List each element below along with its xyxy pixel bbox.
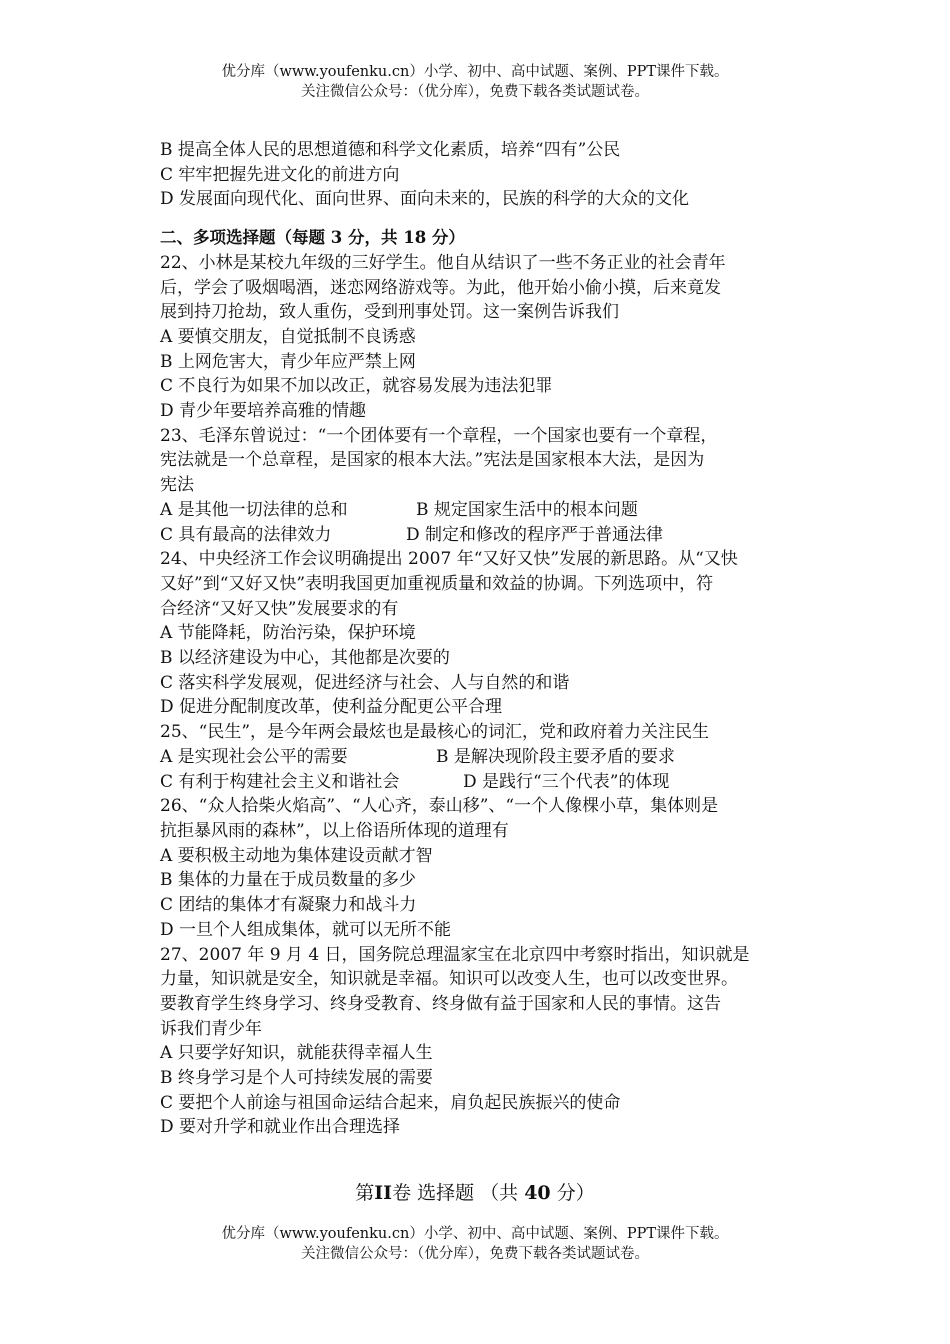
q23-stem-3: 宪法 (160, 475, 194, 496)
q26-stem-2: 抗拒暴风雨的森林”，以上俗语所体现的道理有 (160, 820, 509, 841)
q21-option-b: B 提高全体人民的思想道德和科学文化素质，培养“四有”公民 (160, 140, 621, 160)
q22-option-c: C 不良行为如果不加以改正，就容易发展为违法犯罪 (160, 376, 553, 397)
q22-stem-2: 后，学会了吸烟喝酒，迷恋网络游戏等。为此，他开始小偷小摸，后来竟发 (160, 277, 721, 298)
header-line-1: 优分库（www.youfenku.cn）小学、初中、高中试题、案例、PPT课件下载。 (221, 64, 729, 80)
q26-option-a: A 要积极主动地为集体建设贡献才智 (160, 845, 433, 866)
q21-option-c: C 牢牢把握先进文化的前进方向 (160, 164, 400, 185)
part2-title-rest: 卷 选择题 （共 (392, 1182, 525, 1204)
q24-stem-2: 又好”到“又好又快”表明我国更加重视质量和效益的协调。下列选项中，符 (160, 573, 714, 594)
q23-option-b: B 规定国家生活中的根本问题 (416, 499, 638, 520)
section2-title: 二、多项选择题（每题 3 分，共 18 分） (160, 228, 465, 248)
q27-stem-2: 力量，知识就是安全，知识就是幸福。知识可以改变人生，也可以改变世界。 (160, 969, 738, 990)
q24-option-a: A 节能降耗，防治污染，保护环境 (160, 623, 416, 644)
q23-options-row-1 (160, 498, 820, 523)
part2-title-suffix: 分） (550, 1182, 595, 1204)
q26-option-d: D 一旦个人组成集体，就可以无所不能 (160, 919, 452, 940)
q24-option-b: B 以经济建设为中心，其他都是次要的 (160, 648, 450, 669)
q22-stem-3: 展到持刀抢劫，致人重伤，受到刑事处罚。这一案例告诉我们 (160, 302, 619, 323)
q24-stem-1: 24、中央经济工作会议明确提出 2007 年“又好又快”发展的新思路。从“又快 (160, 549, 738, 570)
q25-option-d: D 是践行“三个代表”的体现 (463, 771, 670, 792)
q22-option-b: B 上网危害大，青少年应严禁上网 (160, 351, 416, 372)
part2-title-roman: II (374, 1182, 393, 1204)
question-26 (160, 794, 820, 942)
q27-option-c: C 要把个人前途与祖国命运结合起来，肩负起民族振兴的使命 (160, 1092, 621, 1113)
q25-options-row-1 (160, 745, 820, 770)
part2-title-prefix: 第 (355, 1182, 375, 1204)
q25-option-a: A 是实现社会公平的需要 (160, 746, 348, 767)
q22-stem-1: 22、小林是某校九年级的三好学生。他自从结识了一些不务正业的社会青年 (160, 252, 726, 273)
q26-option-b: B 集体的力量在于成员数量的多少 (160, 870, 416, 891)
question-24 (160, 547, 820, 720)
question-22 (160, 251, 820, 424)
q27-option-d: D 要对升学和就业作出合理选择 (160, 1117, 401, 1138)
q24-stem-3: 合经济“又好又快”发展要求的有 (160, 598, 399, 619)
q23-stem-1: 23、毛泽东曾说过：“一个团体要有一个章程，一个国家也要有一个章程， (160, 425, 718, 446)
header-line-2: 关注微信公众号：（优分库），免费下载各类试题试卷。 (301, 84, 649, 100)
q25-options-row-2 (160, 770, 820, 795)
q27-stem-3: 要教育学生终身学习、终身受教育、终身做有益于国家和人民的事情。这告 (160, 993, 721, 1014)
q27-stem-4: 诉我们青少年 (160, 1018, 262, 1039)
part2-title-score: 40 (524, 1182, 551, 1204)
q24-option-d: D 促进分配制度改革，使利益分配更公平合理 (160, 697, 503, 718)
q23-option-d: D 制定和修改的程序严于普通法律 (406, 524, 664, 545)
exam-content (160, 138, 820, 1140)
q27-option-a: A 只要学好知识，就能获得幸福人生 (160, 1043, 433, 1064)
page-header (0, 62, 950, 102)
question-25 (160, 720, 820, 794)
q25-option-c: C 有利于构建社会主义和谐社会 (160, 771, 400, 792)
q22-option-d: D 青少年要培养高雅的情趣 (160, 401, 367, 422)
q21-option-d: D 发展面向现代化、面向世界、面向未来的，民族的科学的大众的文化 (160, 189, 690, 210)
question-27 (160, 943, 820, 1141)
q23-stem-2: 宪法就是一个总章程，是国家的根本大法。”宪法是国家根本大法，是因为 (160, 450, 705, 471)
q27-option-b: B 终身学习是个人可持续发展的需要 (160, 1068, 433, 1089)
q24-option-c: C 落实科学发展观，促进经济与社会、人与自然的和谐 (160, 672, 570, 693)
q23-options-row-2 (160, 523, 820, 548)
part2-title (0, 1180, 950, 1206)
q25-stem: 25、“民生”，是今年两会最炫也是最核心的词汇，党和政府着力关注民生 (160, 722, 710, 743)
q21-options-tail (160, 138, 820, 212)
page-footer (0, 1224, 950, 1264)
q26-stem-1: 26、“众人拾柴火焰高”、“人心齐，泰山移”、“一个人像棵小草，集体则是 (160, 796, 719, 817)
q23-option-c: C 具有最高的法律效力 (160, 524, 332, 545)
question-23 (160, 424, 820, 548)
q27-stem-1: 27、2007 年 9 月 4 日，国务院总理温家宝在北京四中考察时指出，知识就是 (160, 944, 750, 965)
q26-option-c: C 团结的集体才有凝聚力和战斗力 (160, 895, 417, 916)
q23-option-a: A 是其他一切法律的总和 (160, 499, 348, 520)
footer-line-2: 关注微信公众号：（优分库），免费下载各类试题试卷。 (301, 1246, 649, 1262)
q25-option-b: B 是解决现阶段主要矛盾的要求 (436, 746, 675, 767)
q22-option-a: A 要慎交朋友，自觉抵制不良诱惑 (160, 326, 416, 347)
footer-line-1: 优分库（www.youfenku.cn）小学、初中、高中试题、案例、PPT课件下载。 (221, 1226, 729, 1242)
